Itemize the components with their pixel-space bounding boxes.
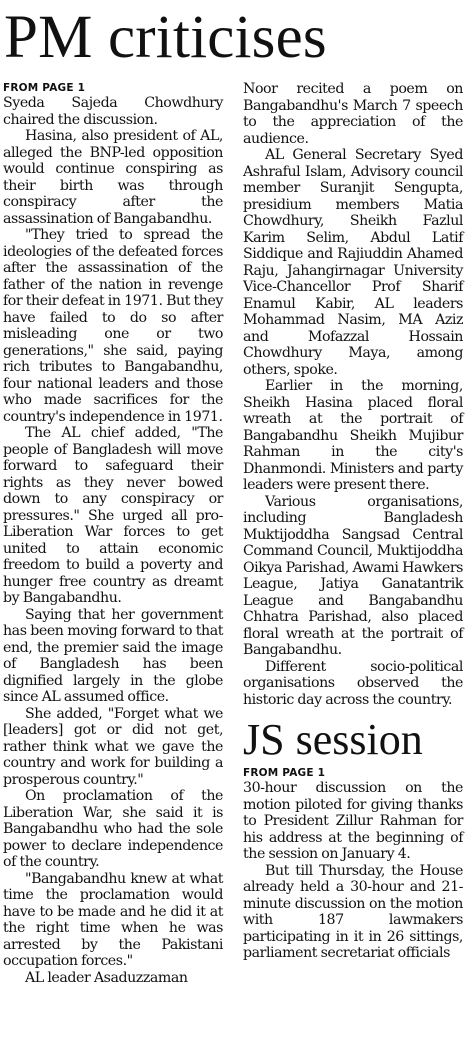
right-column xyxy=(243,81,463,962)
paragraph: Various organisations, including Bangladesh Muktijoddha Sangsad Central Command Council, Muktijoddha Oikya Parishad, Awami Hawkers League, Jatiya Ganatantrik League and Bangabandhu Chhatra Parishad, also placed floral wreath at the portrait of Bangabandhu. xyxy=(243,493,463,658)
second-story-headline: JS session xyxy=(243,715,423,764)
paragraph: Earlier in the morning, Sheikh Hasina placed floral wreath at the portrait of Bangabandhu Sheikh Mujibur Rahman in the city's Dhanmondi. Ministers and party leaders were present there. xyxy=(243,378,463,493)
paragraph: AL leader Asaduzzaman xyxy=(25,969,188,986)
headline: PM criticises xyxy=(4,4,327,71)
paragraph: "They tried to spread the ideologies of the defeated forces after the assassination of the father of the nation in revenge for their defeat in 1971. But they have failed to do so after misleading one or two generations," she said, paying rich tributes to Bangabandhu, four national leaders and those who made sacrifices for the country's independence in 1971. xyxy=(3,227,223,425)
paragraph: Saying that her government has been moving forward to that end, the premier said the image of Bangladesh has been dignified largely in the globe since AL assumed office. xyxy=(3,606,223,705)
paragraph: Hasina, also president of AL, alleged the BNP-led opposition would continue conspiring as their birth was through conspiracy after the assassination of Bangabandhu. xyxy=(3,128,223,227)
paragraph: She added, "Forget what we [leaders] got or did not get, rather think what we gave the country and work for building a prosperous country." xyxy=(3,705,223,788)
paragraph: On proclamation of the Liberation War, she said it is Bangabandhu who had the sole power to declare independence of the country. xyxy=(3,788,223,870)
continuation-kicker: FROM PAGE 1 xyxy=(243,767,326,779)
left-column xyxy=(3,81,223,986)
paragraph: But till Thursday, the House already held a 30-hour and 21-minute discussion on the motion with 187 lawmakers participating in it in 26 sittings, parliament secretariat officials xyxy=(243,862,463,961)
paragraph: Noor recited a poem on Bangabandhu's March 7 speech to the appreciation of the audience. xyxy=(243,81,463,147)
second-story xyxy=(243,716,463,962)
paragraph: The AL chief added, "The people of Bangladesh will move forward to safeguard their rights as they never bowed down to any conspiracy or pressures." She urged all pro-Liberation War forces to get united to attain economic freedom to build a poverty and hunger free country as dreamt by Bangabandhu. xyxy=(3,425,223,606)
paragraph: AL General Secretary Syed Ashraful Islam, Advisory council member Suranjit Sengupta, presidium members Matia Chowdhury, Sheikh Fazlul Karim Selim, Abdul Latif Siddique and Rajiuddin Ahamed Raju, Jahangirnagar University Vice-Chancellor Prof Sharif Enamul Kabir, AL leaders Mohammad Nasim, MA Aziz and Mofazzal Hossain Chowdhury Maya, among others, spoke. xyxy=(243,147,463,378)
paragraph: 30-hour discussion on the motion piloted for giving thanks to President Zillur Rahman for his address at the beginning of the session on January 4. xyxy=(243,780,463,862)
continuation-kicker: FROM PAGE 1 xyxy=(3,82,86,94)
paragraph: "Bangabandhu knew at what time the proclamation would have to be made and he did it at the right time when he was arrested by the Pakistani occupation forces." xyxy=(3,870,223,969)
paragraph: Syeda Sajeda Chowdhury chaired the discussion. xyxy=(3,95,223,128)
paragraph: Different socio-political organisations observed the historic day across the country. xyxy=(243,658,463,708)
